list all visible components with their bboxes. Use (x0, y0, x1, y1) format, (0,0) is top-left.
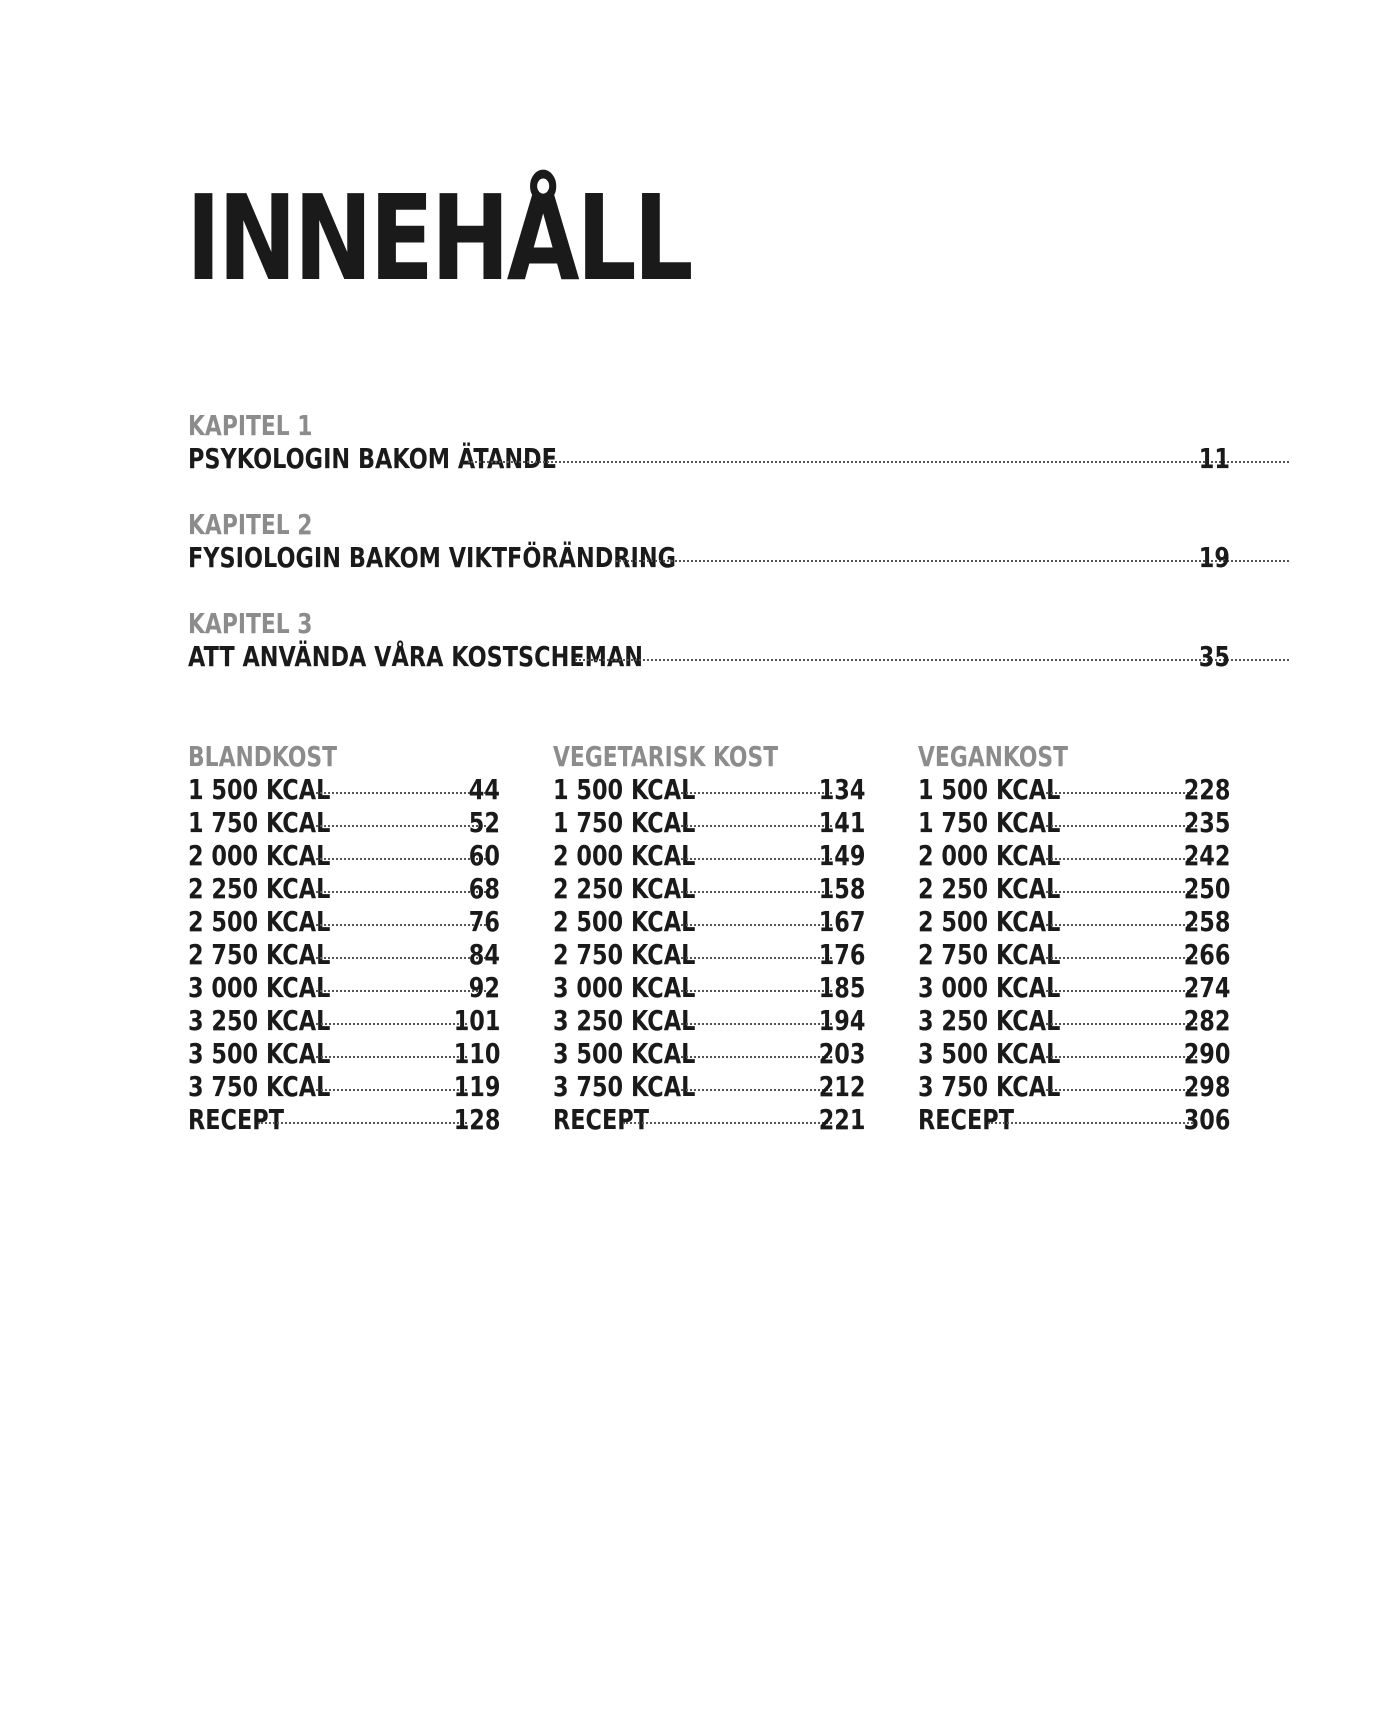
entry-name: 1 750 KCAL (188, 806, 331, 839)
entry-name: 1 500 KCAL (188, 773, 331, 806)
diet-entry-row[interactable] (553, 971, 865, 1004)
dot-leader (1046, 957, 1197, 959)
page-number: 274 (1183, 971, 1230, 1004)
dot-leader (316, 1056, 467, 1058)
dot-leader (681, 825, 832, 827)
diet-entry-row[interactable] (918, 971, 1230, 1004)
dot-leader (616, 560, 1289, 562)
diet-entry-row[interactable] (188, 806, 500, 839)
dot-leader (316, 957, 486, 959)
diet-entry-row[interactable] (188, 872, 500, 905)
entry-name: 1 500 KCAL (553, 773, 696, 806)
entry-name: 3 250 KCAL (553, 1004, 696, 1037)
page-number: 185 (818, 971, 865, 1004)
page-number: 76 (468, 905, 500, 938)
dot-leader (316, 1023, 467, 1025)
dot-leader (681, 990, 832, 992)
entry-name: 1 750 KCAL (918, 806, 1061, 839)
dot-leader (988, 1122, 1197, 1124)
diet-entry-row[interactable] (553, 1004, 865, 1037)
chapter-label: KAPITEL 2 (188, 508, 313, 541)
page-number: 228 (1183, 773, 1230, 806)
dot-leader (1046, 825, 1197, 827)
entry-name: 2 000 KCAL (918, 839, 1061, 872)
dot-leader (316, 1089, 467, 1091)
entry-name: RECEPT (553, 1103, 649, 1136)
page-number: 242 (1183, 839, 1230, 872)
dot-leader (1046, 924, 1197, 926)
dot-leader (681, 1089, 832, 1091)
diet-entry-row[interactable] (553, 839, 865, 872)
page-number: 203 (818, 1037, 865, 1070)
chapter-title-row[interactable] (188, 442, 1230, 476)
page-number: 235 (1183, 806, 1230, 839)
page-number: 92 (468, 971, 500, 1004)
diet-entry-row[interactable] (918, 1004, 1230, 1037)
diet-entry-list (553, 773, 865, 1136)
chapter-list (188, 410, 1230, 707)
page-number: 60 (468, 839, 500, 872)
entry-name: 2 250 KCAL (553, 872, 696, 905)
page-number: 258 (1183, 905, 1230, 938)
dot-leader (681, 924, 832, 926)
dot-leader (1046, 792, 1197, 794)
dot-leader (1046, 891, 1197, 893)
diet-entry-row[interactable] (918, 872, 1230, 905)
chapter-entry[interactable] (188, 608, 1230, 707)
diet-entry-row[interactable] (188, 905, 500, 938)
entry-name: 3 750 KCAL (553, 1070, 696, 1103)
diet-entry-row[interactable] (188, 971, 500, 1004)
page-title: INNEHÅLL (186, 169, 691, 307)
chapter-label: KAPITEL 1 (188, 409, 313, 442)
dot-leader (1046, 858, 1197, 860)
entry-name: 1 750 KCAL (553, 806, 696, 839)
entry-name: 2 250 KCAL (918, 872, 1061, 905)
entry-name: 3 500 KCAL (918, 1037, 1061, 1070)
diet-label: BLANDKOST (188, 740, 338, 773)
dot-leader (681, 858, 832, 860)
entry-name: 2 000 KCAL (553, 839, 696, 872)
diet-label: VEGANKOST (918, 740, 1069, 773)
diet-entry-row[interactable] (188, 839, 500, 872)
diet-entry-row[interactable] (553, 938, 865, 971)
chapter-title: ATT ANVÄNDA VÅRA KOSTSCHEMAN (188, 640, 644, 673)
chapter-entry[interactable] (188, 509, 1230, 608)
entry-name: 3 250 KCAL (188, 1004, 331, 1037)
page-number: 35 (1198, 640, 1230, 673)
diet-entry-row[interactable] (188, 773, 500, 806)
page-number: 176 (818, 938, 865, 971)
diet-entry-row[interactable] (918, 839, 1230, 872)
entry-name: 2 500 KCAL (188, 905, 331, 938)
diet-entry-row[interactable] (188, 1004, 500, 1037)
dot-leader (681, 792, 832, 794)
diet-entry-row[interactable] (553, 905, 865, 938)
diet-entry-row[interactable] (918, 1037, 1230, 1070)
dot-leader (316, 924, 486, 926)
page-number: 141 (818, 806, 865, 839)
dot-leader (681, 891, 832, 893)
page-number: 167 (818, 905, 865, 938)
dot-leader (316, 792, 486, 794)
entry-name: 3 000 KCAL (188, 971, 331, 1004)
page-number: 110 (453, 1037, 500, 1070)
diet-column-blandkost (188, 740, 500, 1136)
page-number: 119 (453, 1070, 500, 1103)
diet-entry-row[interactable] (918, 773, 1230, 806)
diet-entry-row[interactable] (188, 938, 500, 971)
diet-column-vegetarisk (553, 740, 865, 1136)
page-number: 221 (818, 1103, 865, 1136)
diet-entry-row[interactable] (918, 938, 1230, 971)
entry-name: 2 750 KCAL (918, 938, 1061, 971)
dot-leader (1046, 1056, 1197, 1058)
diet-entry-row[interactable] (553, 773, 865, 806)
diet-entry-list (188, 773, 500, 1136)
entry-name: 2 250 KCAL (188, 872, 331, 905)
diet-entry-row[interactable] (553, 1070, 865, 1103)
diet-entry-row[interactable] (553, 1103, 865, 1136)
entry-name: 3 750 KCAL (918, 1070, 1061, 1103)
diet-entry-row[interactable] (918, 806, 1230, 839)
dot-leader (623, 1122, 832, 1124)
entry-name: 2 500 KCAL (918, 905, 1061, 938)
page-number: 158 (818, 872, 865, 905)
dot-leader (1046, 1089, 1197, 1091)
page-number: 128 (453, 1103, 500, 1136)
diet-entry-row[interactable] (188, 1103, 500, 1136)
dot-leader (316, 825, 486, 827)
chapter-entry[interactable] (188, 410, 1230, 509)
entry-name: 3 000 KCAL (918, 971, 1061, 1004)
entry-name: 3 250 KCAL (918, 1004, 1061, 1037)
page-number: 68 (468, 872, 500, 905)
page-number: 134 (818, 773, 865, 806)
page-number: 306 (1183, 1103, 1230, 1136)
page-number: 298 (1183, 1070, 1230, 1103)
dot-leader (258, 1122, 467, 1124)
dot-leader (575, 659, 1289, 661)
page-number: 250 (1183, 872, 1230, 905)
page-number: 212 (818, 1070, 865, 1103)
diet-entry-row[interactable] (553, 1037, 865, 1070)
dot-leader (316, 858, 486, 860)
diet-entry-row[interactable] (918, 1103, 1230, 1136)
dot-leader (681, 1056, 832, 1058)
dot-leader (681, 957, 832, 959)
entry-name: 3 750 KCAL (188, 1070, 331, 1103)
page-number: 52 (468, 806, 500, 839)
dot-leader (316, 891, 486, 893)
entry-name: 2 000 KCAL (188, 839, 331, 872)
dot-leader (468, 461, 1290, 463)
diet-entry-row[interactable] (553, 872, 865, 905)
entry-name: 3 500 KCAL (553, 1037, 696, 1070)
diet-label: VEGETARISK KOST (553, 740, 779, 773)
entry-name: 2 750 KCAL (553, 938, 696, 971)
chapter-title: PSYKOLOGIN BAKOM ÄTANDE (188, 442, 557, 475)
chapter-label: KAPITEL 3 (188, 607, 313, 640)
diet-entry-row[interactable] (188, 1070, 500, 1103)
diet-entry-list (918, 773, 1230, 1136)
entry-name: RECEPT (188, 1103, 284, 1136)
diet-entry-row[interactable] (553, 806, 865, 839)
entry-name: 2 750 KCAL (188, 938, 331, 971)
page-number: 44 (468, 773, 500, 806)
dot-leader (1046, 990, 1197, 992)
diet-entry-row[interactable] (188, 1037, 500, 1070)
chapter-title-row[interactable] (188, 541, 1230, 575)
diet-column-vegan (918, 740, 1230, 1136)
page-number: 149 (818, 839, 865, 872)
page-number: 282 (1183, 1004, 1230, 1037)
diet-entry-row[interactable] (918, 905, 1230, 938)
page-number: 84 (468, 938, 500, 971)
entry-name: 1 500 KCAL (918, 773, 1061, 806)
page-number: 266 (1183, 938, 1230, 971)
diet-entry-row[interactable] (918, 1070, 1230, 1103)
dot-leader (316, 990, 486, 992)
dot-leader (681, 1023, 832, 1025)
entry-name: 3 000 KCAL (553, 971, 696, 1004)
entry-name: RECEPT (918, 1103, 1014, 1136)
page-number: 19 (1198, 541, 1230, 574)
chapter-title: FYSIOLOGIN BAKOM VIKTFÖRÄNDRING (188, 541, 676, 574)
page-number: 11 (1198, 442, 1230, 475)
entry-name: 3 500 KCAL (188, 1037, 331, 1070)
chapter-title-row[interactable] (188, 640, 1230, 674)
dot-leader (1046, 1023, 1197, 1025)
page-number: 290 (1183, 1037, 1230, 1070)
entry-name: 2 500 KCAL (553, 905, 696, 938)
page-number: 101 (453, 1004, 500, 1037)
page-number: 194 (818, 1004, 865, 1037)
